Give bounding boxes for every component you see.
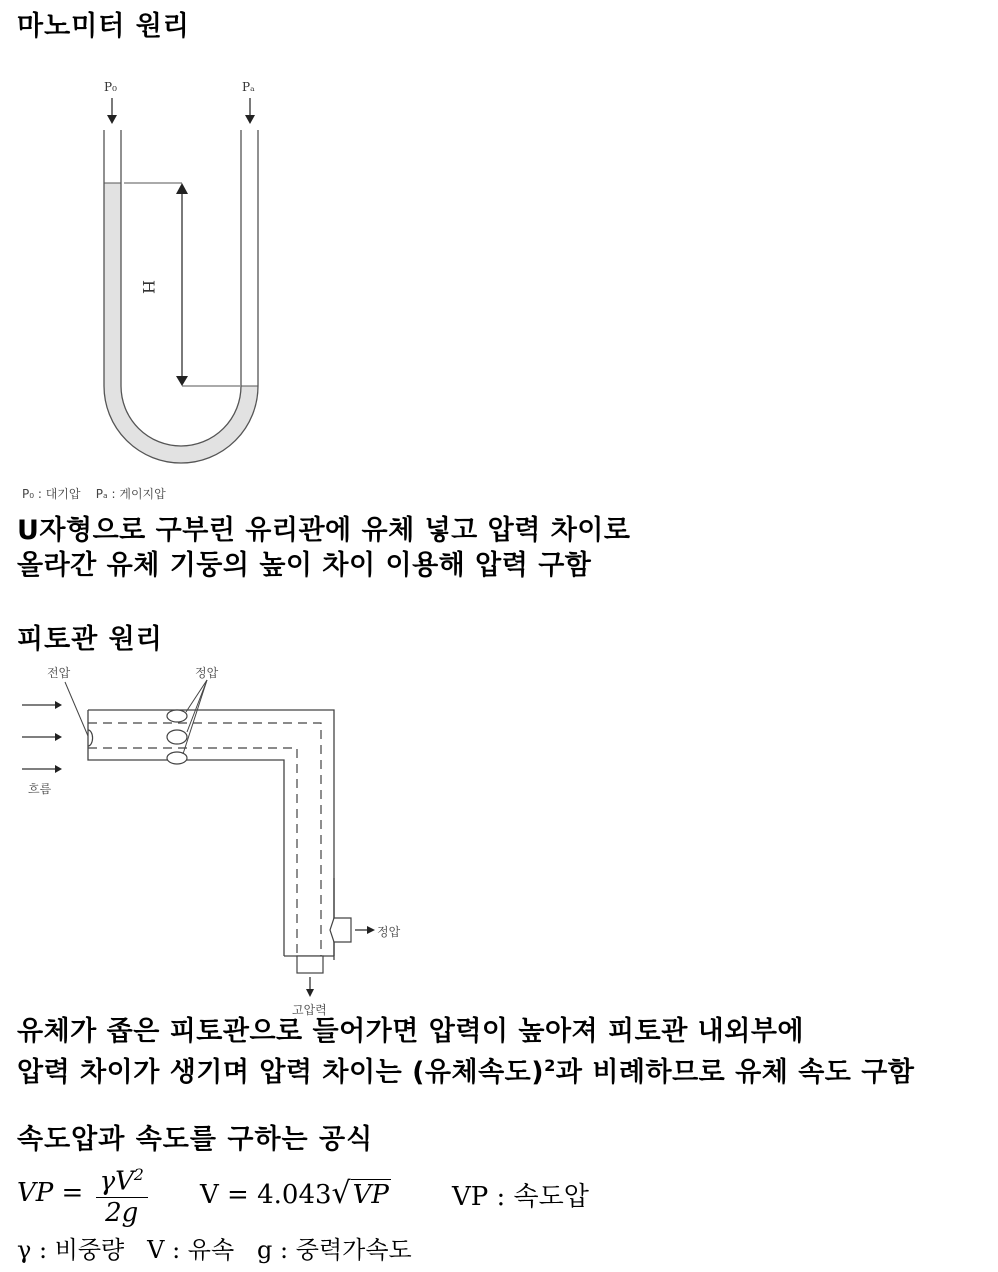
label-pa: Pₐ [242, 80, 255, 94]
label-total-pressure: 전압 [47, 666, 71, 680]
label-static-pressure-side: 정압 [377, 925, 401, 939]
formula-title: 속도압과 속도를 구하는 공식 [17, 1124, 374, 1155]
vp-lhs: VP = [17, 1177, 84, 1208]
vp-denominator: 2g [105, 1197, 139, 1228]
manometer-desc-line-2: 올라간 유체 기둥의 높이 차이 이용해 압력 구함 [17, 550, 592, 581]
pitot-desc-part-b: 과 비례하므로 유체 속도 구함 [555, 1057, 915, 1088]
sqrt-icon: √ [331, 1176, 351, 1211]
pitot-desc-line-2 [17, 1050, 914, 1089]
vp-definition: VP : 속도압 [452, 1182, 589, 1212]
manometer-title: 마노미터 원리 [17, 11, 190, 42]
v-lhs: V = 4.043 [200, 1180, 332, 1210]
vp-numerator [96, 1160, 148, 1198]
label-high-pressure: 고압력 [292, 1003, 327, 1017]
vp-num-exponent: 2 [133, 1166, 144, 1184]
label-h: H [139, 280, 158, 294]
manometer-legend: P₀ : 대기압 Pₐ : 게이지압 [22, 487, 166, 501]
pitot-desc-superscript: 2 [544, 1056, 556, 1075]
manometer-diagram [0, 70, 300, 480]
pitot-diagram [0, 660, 420, 1000]
vp-formula [17, 1160, 152, 1228]
vp-num-text: γV [99, 1166, 134, 1197]
label-static-pressure-top: 정압 [195, 666, 219, 680]
label-flow: 흐름 [28, 782, 52, 796]
pitot-desc-line-1: 유체가 좁은 피토관으로 들어가면 압력이 높아져 피토관 내외부에 [17, 1016, 805, 1047]
pitot-desc-part-a: 압력 차이가 생기며 압력 차이는 (유체속도) [17, 1057, 545, 1088]
v-sqrt-arg: VP [352, 1180, 389, 1210]
pitot-title: 피토관 원리 [17, 624, 163, 655]
v-formula [200, 1176, 391, 1211]
vp-fraction [96, 1160, 148, 1228]
manometer-desc-line-1: U자형으로 구부린 유리관에 유체 넣고 압력 차이로 [17, 515, 631, 546]
variable-definitions: γ : 비중량 V : 유속 g : 중력가속도 [17, 1236, 412, 1264]
label-p0: P₀ [104, 80, 117, 94]
